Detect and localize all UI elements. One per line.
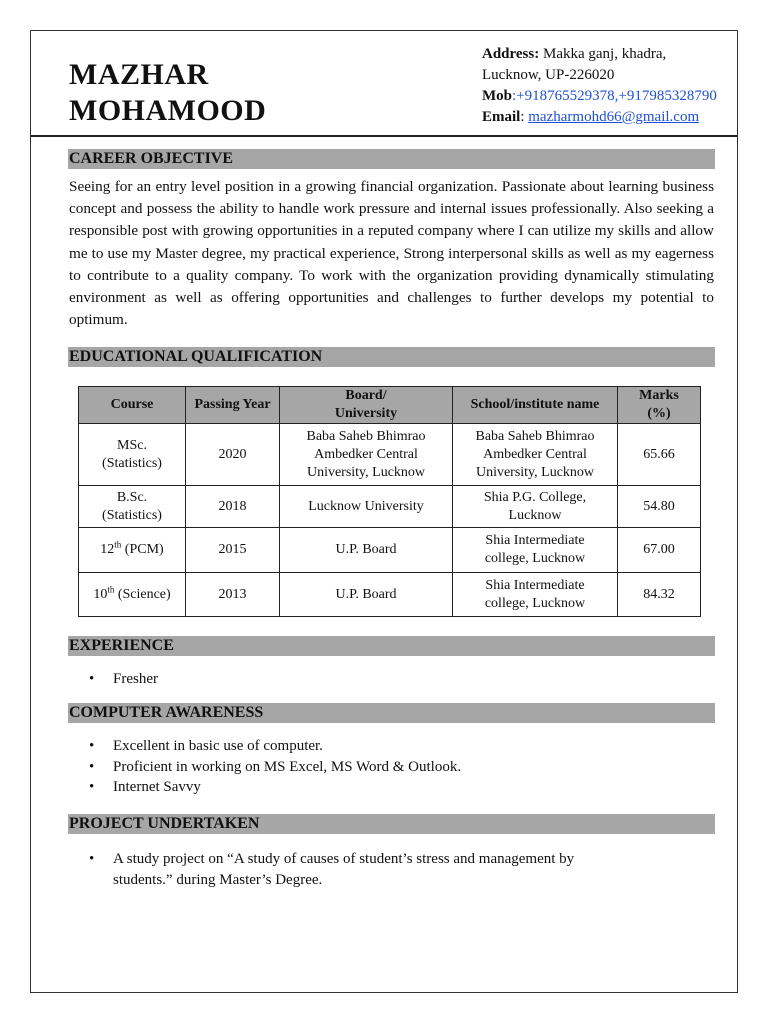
- col-marks: [618, 387, 701, 424]
- col-marks-line-2: (%): [647, 406, 671, 421]
- col-school: School/institute name: [453, 387, 618, 424]
- bullet-icon: •: [89, 738, 95, 754]
- address-label: Address:: [482, 46, 540, 62]
- table-row: [79, 528, 701, 573]
- bullet-icon: •: [89, 671, 95, 687]
- contact-block: [482, 44, 717, 128]
- bullet-icon: •: [89, 851, 95, 867]
- list-item-text: Proficient in working on MS Excel, MS Word & Outlook.: [113, 758, 462, 775]
- cell-text: University, Lucknow: [306, 464, 426, 480]
- cell-board: U.P. Board: [280, 528, 453, 573]
- col-marks-line-1: Marks: [639, 388, 679, 403]
- email-line: [482, 107, 717, 128]
- experience-list: [89, 669, 158, 690]
- cell-year: 2020: [186, 424, 280, 486]
- cell-text: (PCM): [121, 542, 164, 557]
- experience-heading: EXPERIENCE: [68, 636, 715, 656]
- list-item-text: A study project on “A study of causes of student’s stress and management by: [113, 851, 575, 867]
- cell-school: [453, 486, 618, 528]
- cell-text: (Statistics): [102, 507, 162, 523]
- project-list: [89, 849, 574, 890]
- cell-year: 2013: [186, 573, 280, 617]
- cell-marks: 54.80: [618, 486, 701, 528]
- address-value-1: Makka ganj, khadra,: [542, 46, 667, 62]
- education-table: [78, 386, 701, 617]
- col-board: [280, 387, 453, 424]
- address-line-2: Lucknow, UP-226020: [482, 67, 615, 83]
- cell-marks: 67.00: [618, 528, 701, 573]
- cell-course: [79, 424, 186, 486]
- col-course: Course: [79, 387, 186, 424]
- table-header-row: [79, 387, 701, 424]
- mobile-value[interactable]: :+918765529378,+917985328790: [512, 88, 717, 104]
- career-objective-text: Seeing for an entry level position in a growing financial organization. Passionate about learning business concept and possess the ability to handle work pressure and internal issues professionally. Also seeking a responsible post with growing opportunities in a reputed company where I can utilize my skills and allow me to use my Master degree, my practical experience, Strong interpersonal skills as well as my eagerness to contribute to a quality company. To work with the organization providing dynamically stimulating environment as well as offering opportunities and challenges to further develops my potential to optimum.: [69, 178, 714, 329]
- cell-school: [453, 424, 618, 486]
- cell-text: Lucknow: [508, 507, 562, 523]
- cell-marks: 65.66: [618, 424, 701, 486]
- list-item-text: Excellent in basic use of computer.: [113, 738, 323, 754]
- email-label: Email: [482, 109, 521, 125]
- project-heading: PROJECT UNDERTAKEN: [68, 814, 715, 834]
- list-item: [89, 849, 574, 890]
- mobile-line: [482, 86, 717, 107]
- cell-text: Shia P.G. College,: [483, 489, 587, 505]
- computer-awareness-heading: COMPUTER AWARENESS: [68, 703, 715, 723]
- table-row: [79, 573, 701, 617]
- list-item-text: Internet Savvy: [113, 779, 201, 795]
- cell-text: college, Lucknow: [484, 595, 586, 611]
- career-objective-heading: CAREER OBJECTIVE: [68, 149, 715, 169]
- col-board-line-1: Board/: [345, 388, 387, 403]
- email-link[interactable]: mazharmohd66@gmail.com: [528, 109, 700, 125]
- cell-text: Ambedker Central: [314, 446, 418, 462]
- cell-board: Lucknow University: [280, 486, 453, 528]
- cell-text: B.Sc.: [116, 489, 148, 505]
- ordinal-suffix: th: [114, 539, 122, 550]
- cell-board: U.P. Board: [280, 573, 453, 617]
- list-item: [89, 736, 461, 757]
- cell-text: University, Lucknow: [475, 464, 595, 480]
- list-item: [89, 757, 461, 778]
- address-line-1: [482, 44, 717, 65]
- table-row: [79, 424, 701, 486]
- list-item: [89, 669, 158, 690]
- list-item: [89, 777, 461, 798]
- cell-marks: 84.32: [618, 573, 701, 617]
- cell-course: [79, 573, 186, 617]
- header-divider: [31, 135, 737, 137]
- cell-text: MSc.: [117, 437, 147, 453]
- cell-year: 2018: [186, 486, 280, 528]
- mobile-label: Mob: [482, 88, 512, 104]
- email-separator: :: [520, 109, 525, 125]
- cell-text: Shia Intermediate: [485, 533, 585, 548]
- bullet-icon: •: [89, 758, 95, 775]
- cell-text: Baba Saheb Bhimrao: [306, 428, 426, 444]
- cell-text: (Science): [114, 586, 171, 602]
- list-item-text: students.” during Master’s Degree.: [113, 871, 323, 888]
- col-passing-year: Passing Year: [186, 387, 280, 424]
- education-heading: EDUCATIONAL QUALIFICATION: [68, 347, 715, 367]
- cell-school: [453, 573, 618, 617]
- cell-course: [79, 528, 186, 573]
- cell-text: 12: [100, 542, 115, 557]
- cell-year: 2015: [186, 528, 280, 573]
- computer-awareness-list: [89, 736, 461, 798]
- cell-text: (Statistics): [102, 455, 162, 471]
- cell-text: 10: [93, 586, 108, 602]
- candidate-name: [69, 57, 266, 129]
- name-line-2: MOHAMOOD: [69, 94, 267, 127]
- col-board-line-2: University: [334, 406, 398, 421]
- cell-text: college, Lucknow: [484, 551, 586, 566]
- table-row: [79, 486, 701, 528]
- cell-text: Ambedker Central: [483, 446, 587, 462]
- cell-board: [280, 424, 453, 486]
- bullet-icon: •: [89, 779, 95, 795]
- cell-school: [453, 528, 618, 573]
- ordinal-suffix: th: [107, 583, 115, 594]
- list-item-text: Fresher: [113, 671, 158, 687]
- cell-text: Shia Intermediate: [485, 577, 585, 593]
- cell-text: Baba Saheb Bhimrao: [475, 428, 595, 444]
- resume-page: [30, 30, 738, 993]
- cell-course: [79, 486, 186, 528]
- name-line-1: MAZHAR: [69, 58, 209, 91]
